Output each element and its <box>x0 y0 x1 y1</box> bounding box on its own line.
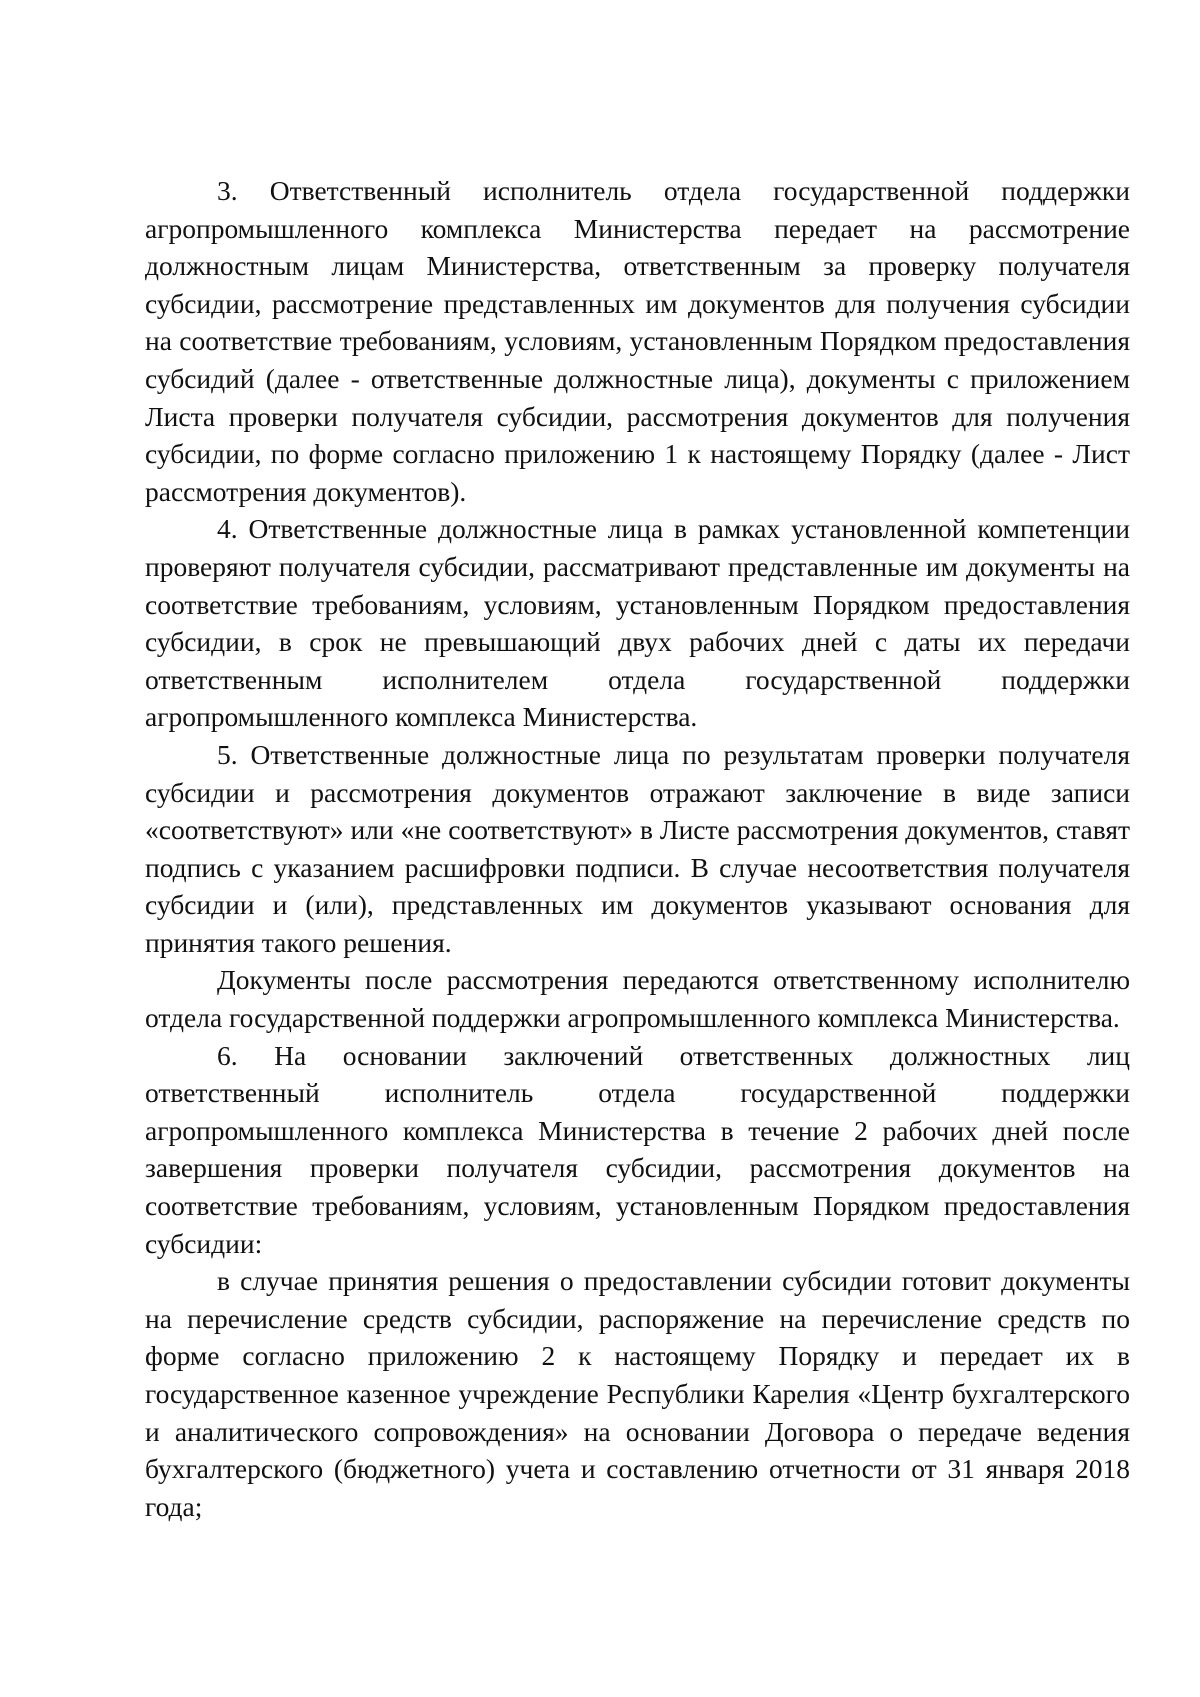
paragraph-item-6: 6. На основании заключений ответственных должностных лиц ответственный исполнитель отдела государственной поддержки агропромышленного комплекса Министерства в течение 2 рабочих дней после завершения проверки получателя субсидии, рассмотрения документов на соответствие требованиям, условиям, установленным Порядком предоставления субсидии: <box>145 1039 1130 1259</box>
paragraph-documents-transfer: Документы после рассмотрения передаются ответственному исполнителю отдела государственной поддержки агропромышленного комплекса Министерства. <box>145 964 1130 1034</box>
paragraph-item-5: 5. Ответственные должностные лица по результатам проверки получателя субсидии и рассмотрения документов отражают заключение в виде записи «соответствуют» или «не соответствуют» в Листе рассмотрения документов, ставят подпись с указанием расшифровки подписи. В случае несоответствия получателя субсидии и (или), представленных им документов указывают основания для принятия такого решения. <box>145 738 1130 958</box>
paragraph-subsidy-decision: в случае принятия решения о предоставлении субсидии готовит документы на перечисление средств субсидии, распоряжение на перечисление средств по форме согласно приложению 2 к настоящему Порядку и передает их в государственное казенное учреждение Республики Карелия «Центр бухгалтерского и аналитического сопровождения» на основании Договора о передаче ведения бухгалтерского (бюджетного) учета и составлению отчетности от 31 января 2018 года; <box>145 1265 1130 1522</box>
document-page <box>145 172 1130 1525</box>
paragraph-item-3: 3. Ответственный исполнитель отдела государственной поддержки агропромышленного комплекса Министерства передает на рассмотрение должностным лицам Министерства, ответственным за проверку получателя субсидии, рассмотрение представленных им документов для получения субсидии на соответствие требованиям, условиям, установленным Порядком предоставления субсидий (далее - ответственные должностные лица), документы с приложением Листа проверки получателя субсидии, рассмотрения документов для получения субсидии, по форме согласно приложению 1 к настоящему Порядку (далее - Лист рассмотрения документов). <box>145 175 1130 507</box>
paragraph-item-4: 4. Ответственные должностные лица в рамках установленной компетенции проверяют получателя субсидии, рассматривают представленные им документы на соответствие требованиям, условиям, установленным Порядком предоставления субсидии, в срок не превышающий двух рабочих дней с даты их передачи ответственным исполнителем отдела государственной поддержки агропромышленного комплекса Министерства. <box>145 513 1130 733</box>
